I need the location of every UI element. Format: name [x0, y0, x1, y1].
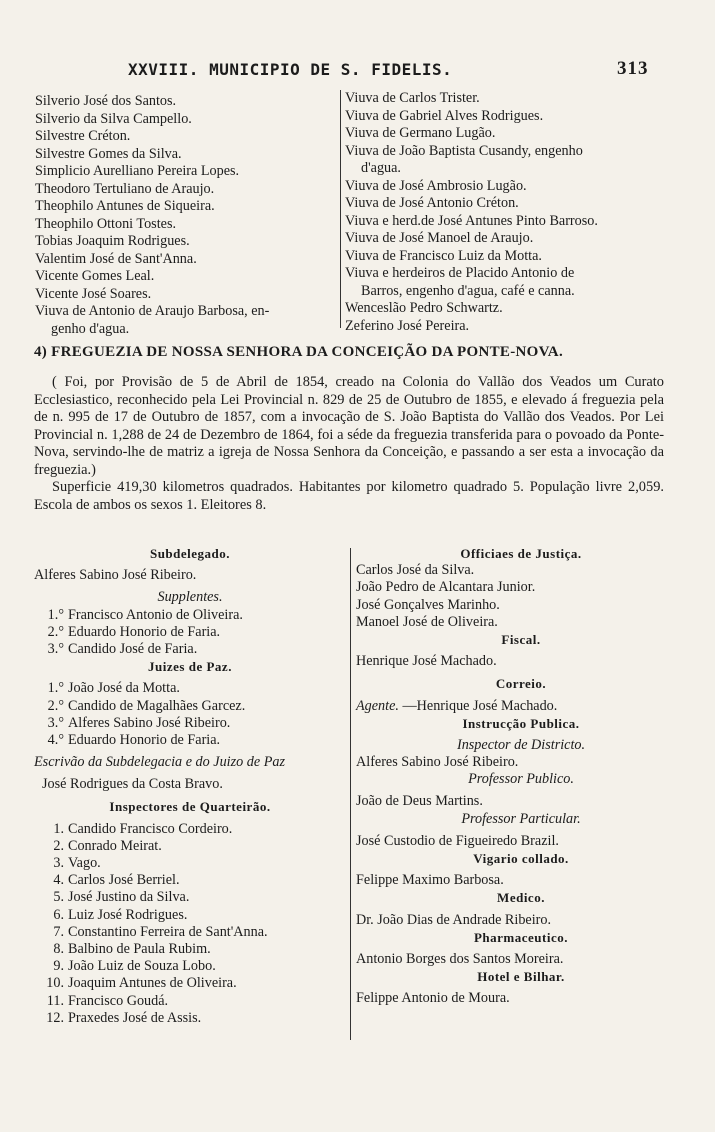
list-item: Zeferino José Pereira. [345, 317, 470, 334]
list-item: Barros, engenho d'agua, café e canna. [361, 282, 575, 299]
inspectores-heading: Inspectores de Quarteirão. [109, 799, 271, 815]
medico-heading: Medico. [497, 890, 545, 906]
list-item: Viuva de José Manoel de Araujo. [345, 230, 534, 246]
list-item: 8. Balbino de Paula Rubim. [53, 940, 211, 957]
list-item: 3.° Candido José de Faria. [47, 640, 198, 657]
column-divider [350, 548, 351, 1040]
list-item: 6. Luiz José Rodrigues. [53, 906, 188, 923]
statistics-paragraph: Superficie 419,30 kilometros quadrados. Habitantes por kilometro quadrado 5. População livre 2,059. Escola de ambos os sexos 1. Eleitores 8. [34, 479, 664, 513]
list-item: Silverio José dos Santos. [35, 93, 177, 109]
list-item: Tobias Joaquim Rodrigues. [35, 233, 190, 249]
list-item: 2. Conrado Meirat. [53, 837, 162, 854]
list-item: Viuva de Gabriel Alves Rodrigues. [345, 107, 544, 124]
list-item: Theodoro Tertuliano de Araujo. [35, 180, 215, 197]
list-item: 4. Carlos José Berriel. [53, 872, 180, 889]
list-item: 12. Praxedes José de Assis. [46, 1009, 202, 1026]
list-item: Viuva de Francisco Luiz da Motta. [345, 247, 542, 264]
list-item: Viuva de José Ambrosio Lugão. [345, 177, 527, 194]
page-header [0, 58, 715, 88]
list-item: Silvestre Créton. [35, 128, 131, 144]
instrucao-heading: Instrucção Publica. [462, 715, 580, 731]
list-item: José Gonçalves Marinho. [356, 596, 500, 613]
inspector-heading: Inspector de Districto. [456, 736, 586, 753]
list-item: Viuva de Germano Lugão. [345, 125, 496, 141]
subdelegado-heading: Subdelegado. [149, 546, 231, 561]
top-right-list [345, 90, 675, 335]
top-left-list [35, 93, 340, 338]
vigario-heading: Vigario collado. [473, 851, 569, 866]
page-number: 313 [617, 58, 649, 79]
list-item: Viuva de Carlos Trister. [345, 90, 480, 106]
list-item: Vicente Gomes Leal. [35, 268, 155, 284]
list-item: Vicente José Soares. [35, 285, 152, 302]
list-item: 3.° Alferes Sabino José Ribeiro. [47, 714, 231, 731]
list-item: Viuva de Antonio de Araujo Barbosa, en- [35, 303, 270, 319]
professor-heading: Professor Publico. [468, 771, 574, 788]
medico-name: Dr. João Dias de Andrade Ribeiro. [356, 911, 552, 928]
list-item: 2.° Eduardo Honorio de Faria. [47, 623, 221, 640]
list-item: Viuva e herdeiros de Placido Antonio de [345, 265, 575, 281]
list-item: genho d'agua. [51, 320, 130, 337]
escrivao-name: José Rodrigues da Costa Bravo. [42, 776, 223, 793]
list-item: Theophilo Ottoni Tostes. [35, 215, 177, 232]
running-title: XXVIII. MUNICIPIO DE S. FIDELIS. [128, 60, 453, 79]
list-item: d'agua. [361, 160, 401, 176]
list-item: Carlos José da Silva. [356, 562, 475, 579]
list-item: 4.° Eduardo Honorio de Faria. [47, 731, 221, 748]
particular-heading: Professor Particular. [461, 810, 581, 827]
list-item: Wenceslão Pedro Schwartz. [345, 300, 503, 316]
list-item: Simplicio Aurelliano Pereira Lopes. [35, 163, 240, 179]
list-item: 2.° Candido de Magalhães Garcez. [47, 697, 246, 714]
list-item: 5. José Justino da Silva. [53, 889, 190, 906]
list-item: Manoel José de Oliveira. [356, 613, 498, 630]
supplentes-heading: Supplentes. [157, 589, 223, 606]
fiscal-heading: Fiscal. [501, 631, 541, 647]
agente-name: —Henrique José Machado. [402, 697, 558, 714]
list-item: 1. Candido Francisco Cordeiro. [53, 820, 233, 837]
list-item: 1.° Francisco Antonio de Oliveira. [47, 606, 243, 623]
left-officials-column [34, 545, 346, 1027]
list-item: Viuva de José Antonio Créton. [345, 195, 519, 211]
pharma-name: Antonio Borges dos Santos Moreira. [356, 950, 564, 967]
subdelegado-name: Alferes Sabino José Ribeiro. [34, 567, 197, 584]
list-item: João Pedro de Alcantara Junior. [356, 579, 536, 596]
correio-heading: Correio. [495, 676, 547, 692]
pharma-heading: Pharmaceutico. [473, 929, 568, 945]
vigario-name: Felippe Maximo Barbosa. [356, 872, 504, 889]
fiscal-name: Henrique José Machado. [356, 653, 497, 670]
section-title: 4) FREGUEZIA DE NOSSA SENHORA DA CONCEIÇÃO DA PONTE-NOVA. [34, 344, 563, 360]
hotel-heading: Hotel e Bilhar. [477, 969, 565, 985]
section-description [34, 374, 664, 514]
agente-line [356, 698, 686, 715]
list-item: Valentim José de Sant'Anna. [35, 250, 197, 267]
right-officials-column [356, 545, 686, 1008]
professor-name: João de Deus Martins. [356, 793, 483, 810]
list-item: 7. Constantino Ferreira de Sant'Anna. [53, 923, 268, 940]
agente-label: Agente. [356, 697, 399, 714]
list-item: 1.° João José da Motta. [47, 680, 180, 697]
list-item: Viuva de João Baptista Cusandy, engenho [345, 142, 583, 159]
particular-name: José Custodio de Figueiredo Brazil. [356, 832, 559, 849]
juizes-heading: Juizes de Paz. [148, 659, 232, 675]
officiaes-heading: Officiaes de Justiça. [460, 546, 582, 561]
list-item: 9. João Luiz de Souza Lobo. [53, 958, 216, 975]
column-divider [340, 90, 341, 328]
list-item: Theophilo Antunes de Siqueira. [35, 198, 215, 214]
inspector-name: Alferes Sabino José Ribeiro. [356, 754, 519, 771]
list-item: Viuva e herd.de José Antunes Pinto Barroso. [345, 212, 598, 229]
hotel-name: Felippe Antonio de Moura. [356, 990, 510, 1007]
list-item: Silverio da Silva Campello. [35, 110, 192, 127]
list-item: 11. Francisco Goudá. [46, 992, 169, 1009]
list-item: 10. Joaquim Antunes de Oliveira. [46, 975, 237, 992]
history-paragraph: ( Foi, por Provisão de 5 de Abril de 1854, creado na Colonia do Vallão dos Veados um Curato Ecclesiastico, reconhecido pela Lei Provincial n. 829 de 25 de Outubro de 1855, e elevado á freguezia pela de n. 995 de 17 de Outubro de 1857, com a invocação de S. João Baptista do Vallão dos Veados. Por Lei Provincial n. 1,288 de 24 de Dezembro de 1864, foi a séde da freguezia transferida para o povoado da Ponte-Nova, servindo-lhe de matriz a igreja de Nossa Senhora da Conceição, e passando a ser esta a invocação da freguezia.) [34, 374, 664, 478]
list-item: Silvestre Gomes da Silva. [35, 145, 182, 162]
list-item: 3. Vago. [53, 855, 101, 871]
escrivao-heading: Escrivão da Subdelegacia e do Juizo de Paz [34, 754, 285, 771]
